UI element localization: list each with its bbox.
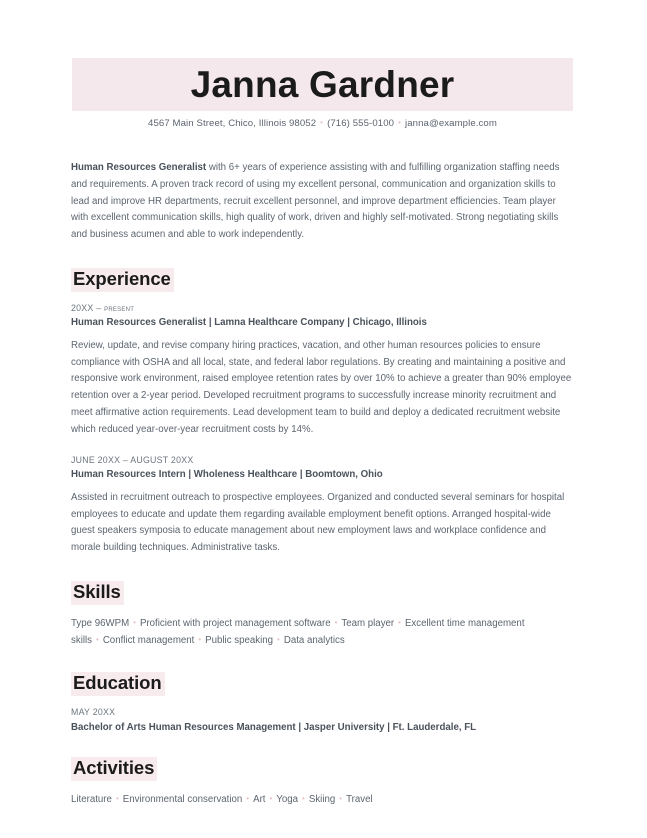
entry-description: Review, update, and revise company hiring practices, vacation, and other human resources policies to ensure compliance with OSHA and all local, state, and federal labor regulations. By creating and maintaining a positive and responsive work environment, raised employee retention rates by over 10% to achieve a greater than 90% employee retention over a 2-year period. Developed recruitment programs to successfully increase minority recruitment and meet affirmative action requirements. Lead development team to build and deploy a dedicated recruitment website which reduced year-over-year recruitment costs by 14%. <box>71 339 572 435</box>
list-item: Literature <box>71 793 112 805</box>
summary-text: with 6+ years of experience assisting with and fulfilling organization staffing needs and requirements. A proven track record of using my excellent personal, communication and organization skills to lead and improve HR departments, recruit excellent personnel, and improve department efficiencies. Team player with excellent communication skills, high quality of work, driven and highly self-motivated. Strong negotiating skills and business acumen and able to work independently. <box>71 162 560 241</box>
separator-bullet-icon: • <box>302 793 305 803</box>
entry-date <box>71 455 574 466</box>
list-item: Excellent time management skills <box>71 617 525 646</box>
contact-email[interactable]: janna@example.com <box>405 118 497 129</box>
page-title: Janna Gardner <box>190 64 455 105</box>
separator-bullet-icon: • <box>320 118 324 127</box>
contact-line <box>72 118 573 129</box>
list-item: Proficient with project management software <box>139 617 331 629</box>
list-item: Team player <box>341 617 395 629</box>
entry-date <box>71 303 574 314</box>
header-name-band <box>72 58 573 111</box>
list-item: Travel <box>346 793 373 805</box>
separator-bullet-icon: • <box>339 793 343 803</box>
entry-date-main: JUNE 20XX – AUGUST 20XX <box>71 454 194 465</box>
section-skills <box>71 581 574 649</box>
separator-bullet-icon: • <box>334 617 338 627</box>
professional-summary <box>71 160 574 244</box>
separator-bullet-icon: • <box>398 617 401 627</box>
list-item: Conflict management <box>102 634 195 646</box>
separator-bullet-icon: • <box>398 118 401 127</box>
entry-date <box>71 707 574 718</box>
entry-title: Human Resources Generalist | Lamna Healthcare Company | Chicago, Illinois <box>71 317 427 329</box>
list-item: Skiing <box>308 793 336 805</box>
separator-bullet-icon: • <box>277 634 280 644</box>
entry-title: Human Resources Intern | Wholeness Healthcare | Boomtown, Ohio <box>71 469 383 481</box>
section-experience <box>71 268 574 557</box>
section-heading-skills: Skills <box>71 581 124 605</box>
list-item: Data analytics <box>283 634 345 646</box>
experience-entry <box>71 303 574 439</box>
section-heading-experience: Experience <box>71 268 174 292</box>
entry-date-smallcaps: present <box>104 302 135 313</box>
list-item: Public speaking <box>205 634 274 646</box>
section-heading-education: Education <box>71 672 165 696</box>
contact-phone: (716) 555-0100 <box>327 118 395 129</box>
entry-description: Assisted in recruitment outreach to prospective employees. Organized and conducted several seminars for hospital employees to educate and update them regarding available employment benefit options. Arranged hospital-wide guest speakers symposia to educate management about new employment laws and workplace confidence and morale building techniques. Administrative tasks. <box>71 491 565 554</box>
activities-list <box>71 792 574 809</box>
separator-bullet-icon: • <box>269 793 273 803</box>
entry-title: Bachelor of Arts Human Resources Management | Jasper University | Ft. Lauderdale, FL <box>71 721 477 733</box>
separator-bullet-icon: • <box>198 634 202 644</box>
experience-entry <box>71 455 574 557</box>
separator-bullet-icon: • <box>96 634 99 644</box>
resume-body <box>71 160 574 809</box>
separator-bullet-icon: • <box>133 617 136 627</box>
list-item: Environmental conservation <box>122 793 243 805</box>
education-entry <box>71 707 574 734</box>
summary-lead-title: Human Resources Generalist <box>71 162 207 173</box>
skills-list <box>71 616 574 650</box>
separator-bullet-icon: • <box>246 793 250 803</box>
contact-address: 4567 Main Street, Chico, Illinois 98052 <box>148 118 317 129</box>
section-activities <box>71 757 574 809</box>
section-education <box>71 672 574 734</box>
list-item: Type 96WPM <box>71 617 130 629</box>
list-item: Yoga <box>276 793 299 805</box>
list-item: Art <box>253 793 266 805</box>
separator-bullet-icon: • <box>115 793 119 803</box>
entry-date-main: 20XX – <box>71 302 105 313</box>
entry-date-main: MAY 20XX <box>71 707 116 718</box>
section-heading-activities: Activities <box>71 757 157 781</box>
